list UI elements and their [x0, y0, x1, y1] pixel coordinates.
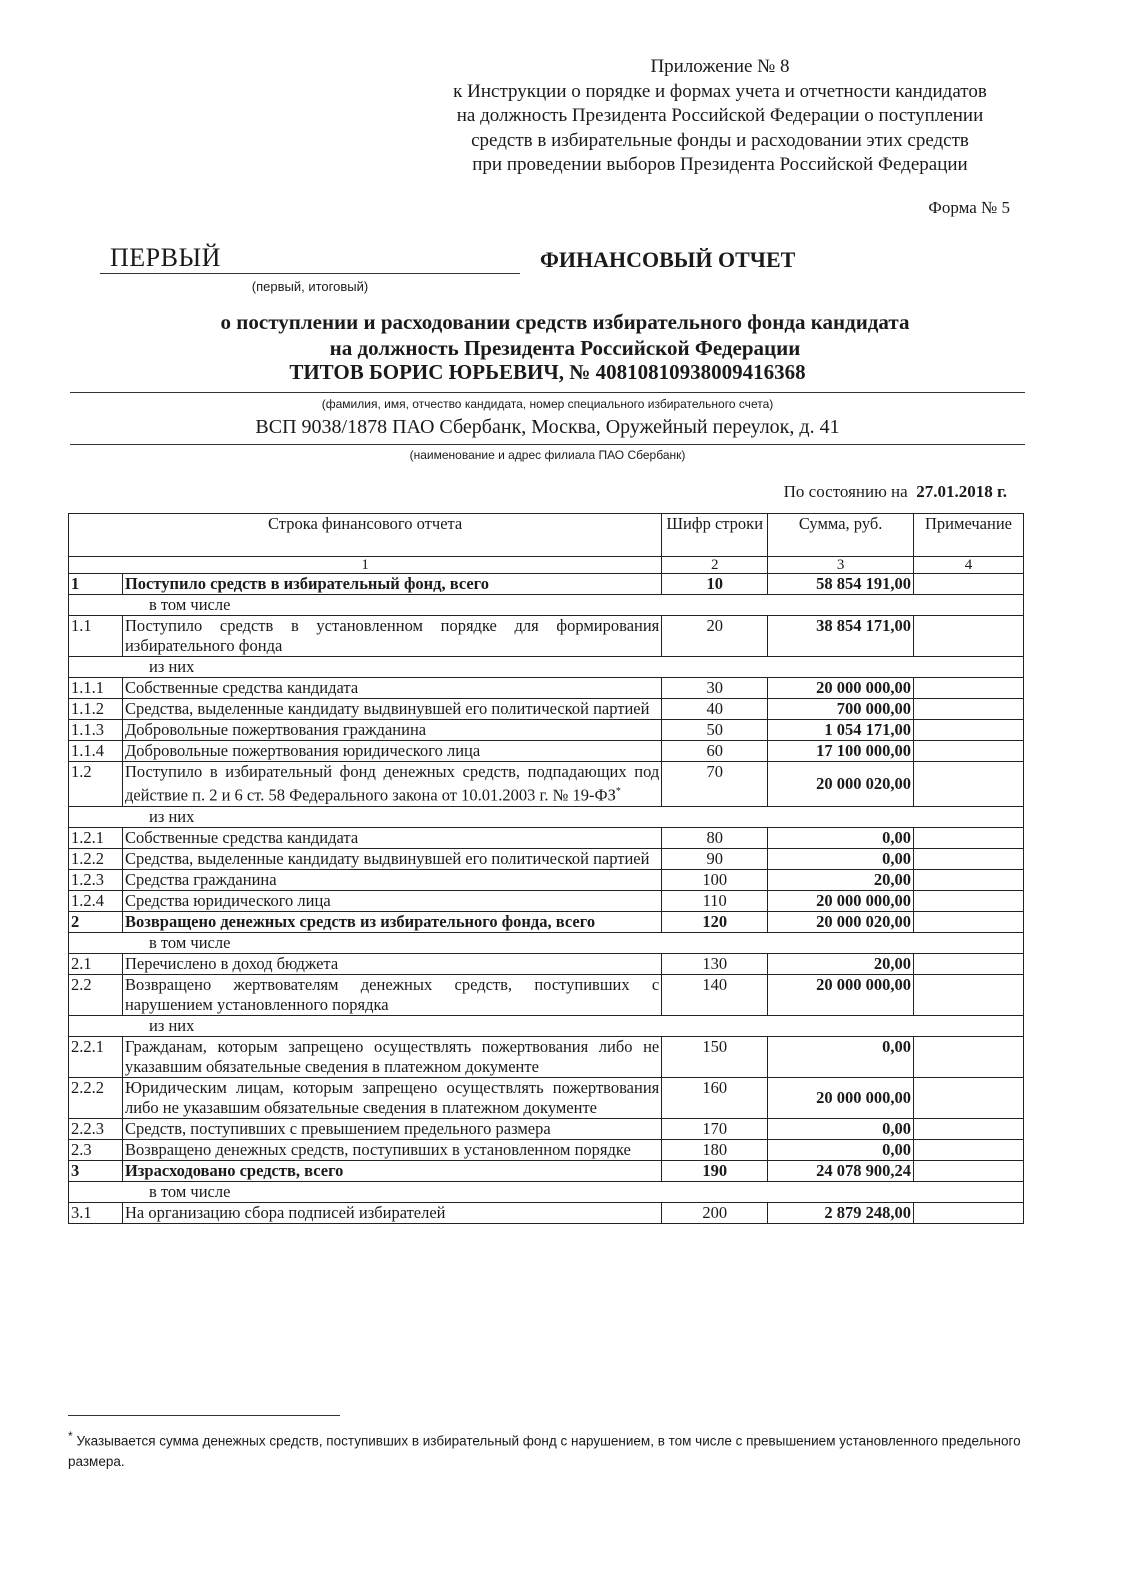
row-code: 130: [662, 953, 768, 974]
row-sum: 20,00: [768, 869, 914, 890]
subtitle-line: на должность Президента Российской Федерации: [329, 336, 801, 360]
table-row: [69, 1139, 1024, 1160]
table-row: [69, 762, 1024, 807]
col-number: 2: [662, 557, 768, 574]
row-sum: 0,00: [768, 848, 914, 869]
as-of-date: [784, 482, 1007, 502]
row-name: Поступило средств в избирательный фонд, всего: [122, 574, 661, 595]
row-name: Средства, выделенные кандидату выдвинувшей его политической партией: [122, 699, 661, 720]
row-note: [914, 720, 1024, 741]
table-row: [69, 974, 1024, 1015]
report-type-field: [100, 243, 520, 274]
row-name: Средств, поступивших с превышением предельного размера: [122, 1118, 661, 1139]
row-sum: 0,00: [768, 1036, 914, 1077]
table-row: [69, 1118, 1024, 1139]
row-note: [914, 974, 1024, 1015]
row-note: [914, 1139, 1024, 1160]
row-code: 100: [662, 869, 768, 890]
row-sum: 17 100 000,00: [768, 741, 914, 762]
row-sum: 20 000 000,00: [768, 1077, 914, 1118]
row-name: [122, 762, 661, 807]
row-sum: 20 000 000,00: [768, 974, 914, 1015]
row-name: Средства юридического лица: [122, 890, 661, 911]
table-row: [69, 741, 1024, 762]
appendix-line: на должность Президента Российской Федерации о поступлении: [456, 105, 984, 126]
sub-label-row: [69, 1015, 1024, 1036]
footnote-text: Указывается сумма денежных средств, поступивших в избирательный фонд с нарушением, в том числе с превышением установленного предельного размера.: [68, 1433, 1021, 1469]
row-number: 2.2.2: [69, 1077, 123, 1118]
row-name: Возвращено денежных средств из избирательного фонда, всего: [122, 911, 661, 932]
appendix-line: Приложение № 8: [650, 56, 790, 77]
row-note: [914, 616, 1024, 657]
report-type-value: ПЕРВЫЙ: [110, 243, 221, 272]
row-name: Собственные средства кандидата: [122, 827, 661, 848]
row-number: 1: [69, 574, 123, 595]
table-row: [69, 1077, 1024, 1118]
row-code: 40: [662, 699, 768, 720]
row-note: [914, 869, 1024, 890]
row-sum: 700 000,00: [768, 699, 914, 720]
sub-label-row: [69, 595, 1024, 616]
table-row: [69, 911, 1024, 932]
row-number: 1.1: [69, 616, 123, 657]
row-note: [914, 1036, 1024, 1077]
row-name: Перечислено в доход бюджета: [122, 953, 661, 974]
sub-label-row: [69, 1181, 1024, 1202]
row-number: 1.1.3: [69, 720, 123, 741]
row-code: 180: [662, 1139, 768, 1160]
column-numbers-row: [69, 557, 1024, 574]
table-row: [69, 848, 1024, 869]
row-name: Добровольные пожертвования гражданина: [122, 720, 661, 741]
header-row-name: Строка финансового отчета: [69, 514, 662, 557]
financial-table: [68, 513, 1024, 1224]
row-name-text: Поступило в избирательный фонд денежных средств, подпадающих под действие п. 2 и 6 ст. 58 Федерального закона от 10.01.2003 г. № 19-ФЗ: [124, 762, 660, 805]
row-code: 60: [662, 741, 768, 762]
footnote-divider: [68, 1415, 340, 1416]
row-name: Средства гражданина: [122, 869, 661, 890]
row-note: [914, 1202, 1024, 1223]
row-code: 170: [662, 1118, 768, 1139]
row-number: 3.1: [69, 1202, 123, 1223]
table-row: [69, 890, 1024, 911]
table-row: [69, 869, 1024, 890]
row-sum: 38 854 171,00: [768, 616, 914, 657]
row-name: Израсходовано средств, всего: [122, 1160, 661, 1181]
row-note: [914, 1077, 1024, 1118]
header-code: Шифр строки: [662, 514, 768, 557]
row-name: Добровольные пожертвования юридического лица: [122, 741, 661, 762]
table-row: [69, 953, 1024, 974]
as-of-label: По состоянию на: [783, 482, 908, 501]
row-name: Юридическим лицам, которым запрещено осуществлять пожертвования либо не указавшим обязательные сведения в платежном документе: [122, 1077, 661, 1118]
footnote-mark: *: [615, 786, 621, 797]
table-row: [69, 616, 1024, 657]
candidate-hint: (фамилия, имя, отчество кандидата, номер специального избирательного счета): [321, 397, 774, 411]
row-sum: 20 000 020,00: [768, 911, 914, 932]
row-number: 2.1: [69, 953, 123, 974]
report-type-hint: (первый, итоговый): [251, 279, 369, 294]
row-number: 2: [69, 911, 123, 932]
row-sum: 24 078 900,24: [768, 1160, 914, 1181]
sub-label: в том числе: [69, 1181, 1024, 1202]
table-row: [69, 1202, 1024, 1223]
row-number: 3: [69, 1160, 123, 1181]
row-number: 1.2.3: [69, 869, 123, 890]
row-code: 80: [662, 827, 768, 848]
row-number: 1.2: [69, 762, 123, 807]
appendix-line: при проведении выборов Президента Российской Федерации: [472, 154, 968, 175]
row-sum: 20,00: [768, 953, 914, 974]
table-header-row: [69, 514, 1024, 557]
row-name: Собственные средства кандидата: [122, 678, 661, 699]
sub-label: в том числе: [69, 932, 1024, 953]
sub-label: в том числе: [69, 595, 1024, 616]
sub-label-row: [69, 932, 1024, 953]
row-code: 190: [662, 1160, 768, 1181]
appendix-line: к Инструкции о порядке и формах учета и отчетности кандидатов: [453, 80, 987, 102]
row-note: [914, 827, 1024, 848]
row-note: [914, 890, 1024, 911]
row-code: 200: [662, 1202, 768, 1223]
row-note: [914, 574, 1024, 595]
row-code: 120: [662, 911, 768, 932]
table-row: [69, 678, 1024, 699]
table-row: [69, 827, 1024, 848]
row-code: 50: [662, 720, 768, 741]
row-number: 1.1.2: [69, 699, 123, 720]
row-sum: 0,00: [768, 1118, 914, 1139]
row-number: 1.1.1: [69, 678, 123, 699]
header-sum: Сумма, руб.: [768, 514, 914, 557]
sub-label: из них: [69, 657, 1024, 678]
footnote-mark: *: [68, 1429, 73, 1443]
table-row: [69, 574, 1024, 595]
row-sum: 0,00: [768, 1139, 914, 1160]
row-note: [914, 1118, 1024, 1139]
row-note: [914, 762, 1024, 807]
row-number: 1.2.1: [69, 827, 123, 848]
row-sum: 58 854 191,00: [768, 574, 914, 595]
row-name: Поступило средств в установленном порядке для формирования избирательного фонда: [122, 616, 661, 657]
footnote: [68, 1426, 1023, 1472]
row-note: [914, 953, 1024, 974]
row-number: 1.2.2: [69, 848, 123, 869]
row-code: 20: [662, 616, 768, 657]
subtitle-line: о поступлении и расходовании средств избирательного фонда кандидата: [220, 310, 910, 334]
col-number: 3: [768, 557, 914, 574]
as-of-value: 27.01.2018 г.: [916, 482, 1007, 501]
row-code: 70: [662, 762, 768, 807]
sub-label: из них: [69, 1015, 1024, 1036]
row-number: 2.2.1: [69, 1036, 123, 1077]
appendix-line: средств в избирательные фонды и расходовании этих средств: [471, 129, 969, 151]
row-code: 10: [662, 574, 768, 595]
row-sum: 20 000 000,00: [768, 890, 914, 911]
row-name: Возвращено жертвователям денежных средств, поступивших с нарушением установленного порядка: [122, 974, 661, 1015]
row-code: 90: [662, 848, 768, 869]
row-number: 1.2.4: [69, 890, 123, 911]
row-number: 1.1.4: [69, 741, 123, 762]
branch-line: ВСП 9038/1878 ПАО Сбербанк, Москва, Оружейный переулок, д. 41: [70, 416, 1025, 445]
sub-label: из них: [69, 806, 1024, 827]
row-code: 30: [662, 678, 768, 699]
branch-hint: (наименование и адрес филиала ПАО Сбербанк): [409, 448, 686, 462]
candidate-line: ТИТОВ БОРИС ЮРЬЕВИЧ, № 40810810938009416368: [70, 360, 1025, 393]
table-row: [69, 720, 1024, 741]
row-note: [914, 911, 1024, 932]
row-note: [914, 699, 1024, 720]
table-row: [69, 1036, 1024, 1077]
row-number: 2.2.3: [69, 1118, 123, 1139]
row-code: 150: [662, 1036, 768, 1077]
sub-label-row: [69, 806, 1024, 827]
row-number: 2.3: [69, 1139, 123, 1160]
form-number: Форма № 5: [928, 198, 1010, 217]
table-row: [69, 1160, 1024, 1181]
row-sum: 20 000 000,00: [768, 678, 914, 699]
row-note: [914, 848, 1024, 869]
row-name: Средства, выделенные кандидату выдвинувшей его политической партией: [122, 848, 661, 869]
report-title: ФИНАНСОВЫЙ ОТЧЕТ: [540, 247, 796, 272]
row-sum: 0,00: [768, 827, 914, 848]
row-sum: 20 000 020,00: [768, 762, 914, 807]
row-note: [914, 741, 1024, 762]
col-number: 1: [69, 557, 662, 574]
row-note: [914, 678, 1024, 699]
table-row: [69, 699, 1024, 720]
row-sum: 2 879 248,00: [768, 1202, 914, 1223]
row-note: [914, 1160, 1024, 1181]
header-note: Примечание: [914, 514, 1024, 557]
row-name: Гражданам, которым запрещено осуществлять пожертвования либо не указавшим обязательные сведения в платежном документе: [122, 1036, 661, 1077]
row-sum: 1 054 171,00: [768, 720, 914, 741]
row-code: 110: [662, 890, 768, 911]
row-name: На организацию сбора подписей избирателей: [122, 1202, 661, 1223]
col-number: 4: [914, 557, 1024, 574]
sub-label-row: [69, 657, 1024, 678]
row-code: 140: [662, 974, 768, 1015]
appendix-header: [380, 55, 1060, 178]
row-name: Возвращено денежных средств, поступивших в установленном порядке: [122, 1139, 661, 1160]
row-code: 160: [662, 1077, 768, 1118]
row-number: 2.2: [69, 974, 123, 1015]
